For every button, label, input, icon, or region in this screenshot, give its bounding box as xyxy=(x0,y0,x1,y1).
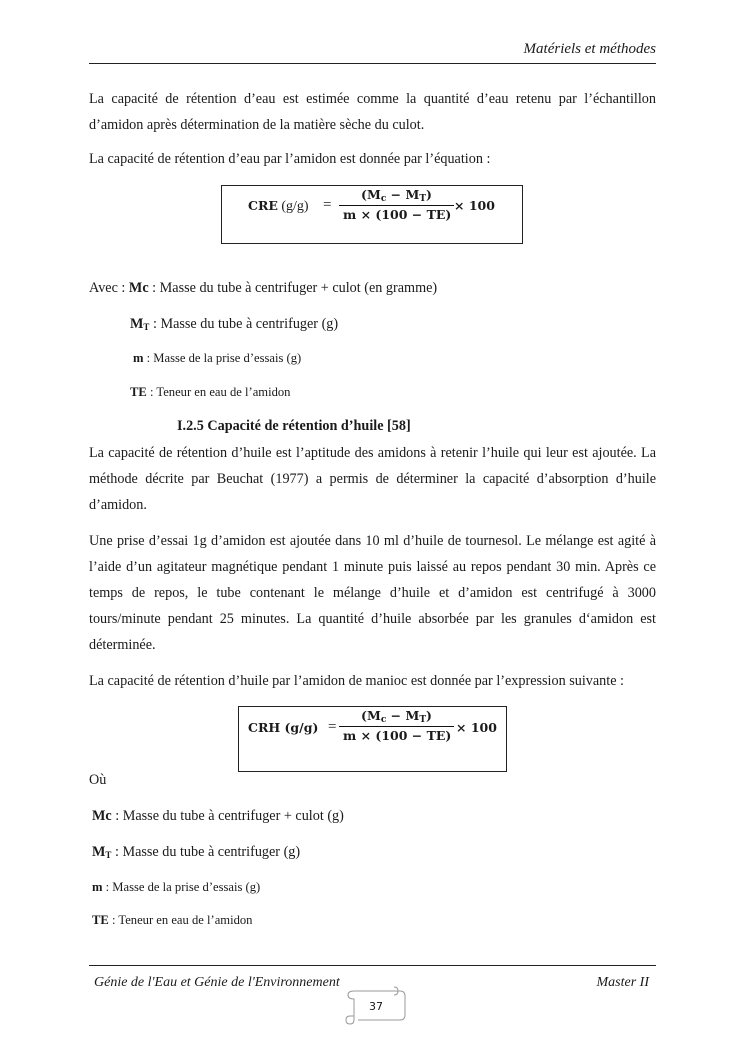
section-heading-oil-retention: I.2.5 Capacité de rétention d’huile [58] xyxy=(177,418,411,434)
paragraph-oil-retention-definition: La capacité de rétention d’huile est l’aptitude des amidons à retenir l’huile qui leur est ajoutée. La méthode décrite par Beuchat (1977) a permis de déterminer la capacité d’absorption d’huile d’amidon. xyxy=(89,445,656,513)
legend2-mc-symbol: Mc xyxy=(92,808,112,824)
legend1-mc-line: Avec : Mc : Masse du tube à centrifuger + culot (en gramme) xyxy=(89,280,438,296)
page-number: 37 xyxy=(369,1000,383,1013)
footer-rule xyxy=(89,965,656,966)
equation-cre-equals: = xyxy=(323,197,332,213)
equation-crh-box xyxy=(238,706,507,772)
paragraph-oil-retention-method: Une prise d’essai 1g d’amidon est ajoutée dans 10 ml d’huile de tournesol. Le mélange est agité à l’aide d’un agitateur magnétique pendant 1 minute puis laissé au repos pendant 30 min. Après ce temps de repos, le tube contenant le mélange d’huile et d’amidon est centrifugé à 3000 tours/minute pendant 25 minutes. La quantité d’huile absorbée par les granules d‘amidon est déterminée. xyxy=(89,533,656,653)
legend1-mc-symbol: Mc xyxy=(128,280,149,296)
cre-symbol: CRE xyxy=(248,198,278,213)
legend2-te-symbol: TE xyxy=(92,913,109,927)
legend2-mc-line: Mc : Masse du tube à centrifuger + culot (g) xyxy=(92,808,344,824)
legend2-mt-line: $M_T$ : Masse du tube à centrifuger (g) xyxy=(92,844,301,860)
equation-cre-numerator: $(M_c - M_T)$ xyxy=(361,187,432,204)
equation-cre-fraction xyxy=(339,187,454,222)
paragraph-water-equation-intro: La capacité de rétention d’eau par l’amidon est donnée par l’équation : xyxy=(89,151,491,167)
equation-cre-lhs xyxy=(248,198,309,215)
header-rule xyxy=(89,63,656,64)
paragraph-water-retention-definition: La capacité de rétention d’eau est estimée comme la quantité d’eau retenu par l’échantillon d’amidon après détermination de la matière sèche du culot. xyxy=(89,91,656,133)
equation-crh-numerator: $(M_c - M_T)$ xyxy=(361,708,432,725)
legend1-mt-symbol: $M_T$ xyxy=(130,316,150,332)
legend2-mt-symbol: $M_T$ xyxy=(92,844,112,860)
equation-crh-denominator: m × (100 − TE) xyxy=(343,728,452,743)
legend1-te-line: TE : Teneur en eau de l’amidon xyxy=(130,385,291,399)
footer-left-text: Génie de l'Eau et Génie de l'Environnement xyxy=(94,975,340,990)
legend2-m-line: m : Masse de la prise d’essais (g) xyxy=(92,880,261,894)
running-header-title: Matériels et méthodes xyxy=(523,41,656,57)
legend2-m-symbol: m xyxy=(92,880,103,894)
legend2-intro: Où xyxy=(89,772,107,788)
legend2-te-line: TE : Teneur en eau de l’amidon xyxy=(92,913,253,927)
equation-crh-fraction xyxy=(339,708,454,743)
paragraph-oil-equation-intro: La capacité de rétention d’huile par l’amidon de manioc est donnée par l’expression suivante : xyxy=(89,673,624,689)
equation-cre-denominator: m × (100 − TE) xyxy=(343,207,452,222)
equation-cre-times-100: × 100 xyxy=(454,198,495,213)
equation-crh-times-100: × 100 xyxy=(456,720,497,735)
footer-right-text: Master II xyxy=(596,975,649,990)
equation-cre-box xyxy=(221,185,523,244)
cre-unit: (g/g) xyxy=(281,199,309,214)
equation-crh-equals: = xyxy=(328,719,337,735)
equation-crh-lhs: CRH (g/g) xyxy=(248,720,319,735)
legend1-m-line: m : Masse de la prise d’essais (g) xyxy=(133,351,302,365)
legend1-mt-line: $M_T$ : Masse du tube à centrifuger (g) xyxy=(130,316,339,332)
legend1-m-symbol: m xyxy=(133,351,144,365)
legend1-te-symbol: TE xyxy=(130,385,147,399)
